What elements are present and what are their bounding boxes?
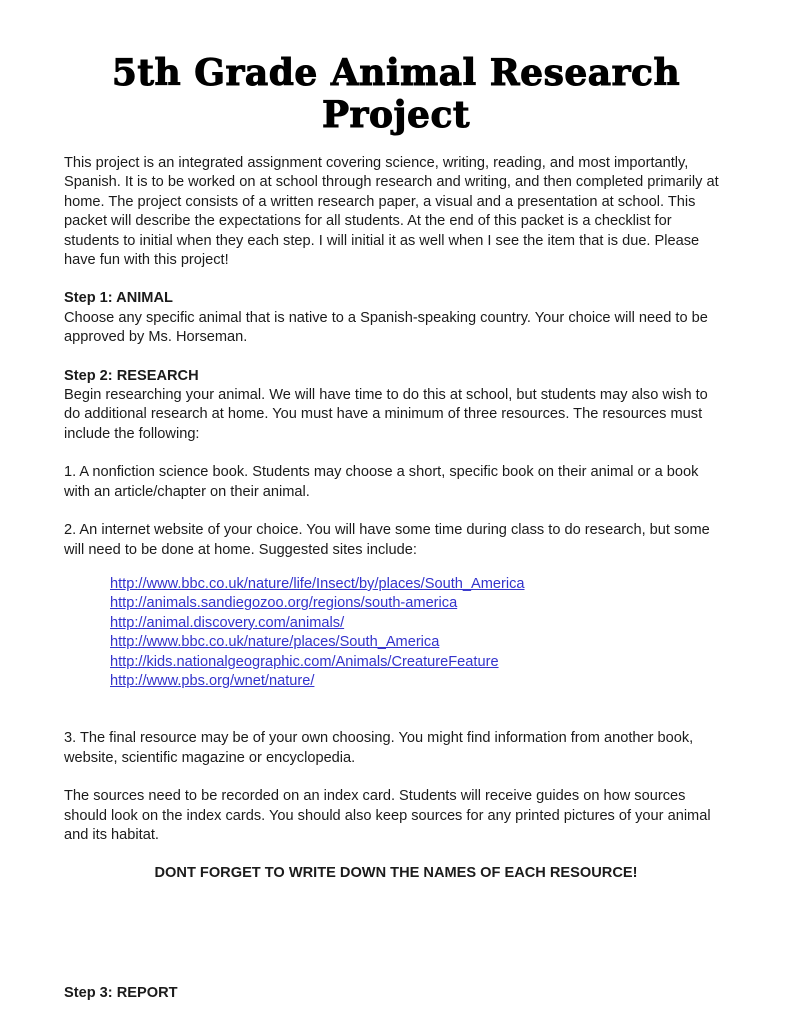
step2-heading: Step 2: RESEARCH: [64, 367, 199, 384]
resource-item-1: 1. A nonfiction science book. Students may choose a short, specific book on their animal or a book with an article/chapter on their animal.: [64, 464, 699, 500]
list-item: [110, 594, 728, 613]
resource-link-bbc-places[interactable]: http://www.bbc.co.uk/nature/places/South_America: [110, 634, 440, 651]
step1-body: Choose any specific animal that is native to a Spanish-speaking country. Your choice will need to be approved by Ms. Horseman.: [64, 309, 708, 346]
resource-link-bbc-insects[interactable]: http://www.bbc.co.uk/nature/life/Insect/by/places/South_America: [110, 575, 525, 592]
step2-body: Begin researching your animal. We will have time to do this at school, but students may also wish to do additional research at home. You must have a minimum of three resources. The resources must include the following:: [64, 387, 708, 442]
step1-heading: Step 1: ANIMAL: [64, 290, 173, 307]
list-item: [110, 653, 728, 672]
resource-item-3: 3. The final resource may be of your own choosing. You might find information from another book, website, scientific magazine or encyclopedia.: [64, 730, 694, 766]
suggested-links-list: [64, 575, 728, 691]
list-item: [110, 633, 728, 652]
resource-link-pbs-nature[interactable]: http://www.pbs.org/wnet/nature/: [110, 672, 315, 689]
resource-item-2: 2. An internet website of your choice. You will have some time during class to do research, but some will need to be done at home. Suggested sites include:: [64, 522, 710, 558]
step3-heading: Step 3: REPORT: [64, 984, 178, 1001]
resource-link-discovery[interactable]: http://animal.discovery.com/animals/: [110, 614, 345, 631]
reminder-line: DONT FORGET TO WRITE DOWN THE NAMES OF EACH RESOURCE!: [154, 865, 638, 882]
step2-section: [64, 367, 728, 445]
sources-note-paragraph: The sources need to be recorded on an index card. Students will receive guides on how sources should look on the index cards. You should also keep sources for any printed pictures of your animal and its habitat.: [64, 788, 711, 843]
list-item: [110, 614, 728, 633]
list-item: [110, 575, 728, 594]
resource-link-sandiegozoo[interactable]: http://animals.sandiegozoo.org/regions/south-america: [110, 595, 458, 612]
document-title: 5th Grade Animal Research Project: [111, 52, 681, 136]
step1-section: [64, 289, 728, 347]
list-item: [110, 672, 728, 691]
intro-paragraph: This project is an integrated assignment covering science, writing, reading, and most importantly, Spanish. It is to be worked on at school through research and writing, and then completed primarily at home. The project consists of a written research paper, a visual and a presentation at school. This packet will describe the expectations for all students. At the end of this packet is a checklist for students to initial when they each step. I will initial it as well when I see the item that is due. Please have fun with this project!: [64, 155, 719, 269]
resource-link-natgeo-kids[interactable]: http://kids.nationalgeographic.com/Animals/CreatureFeature: [110, 653, 499, 670]
